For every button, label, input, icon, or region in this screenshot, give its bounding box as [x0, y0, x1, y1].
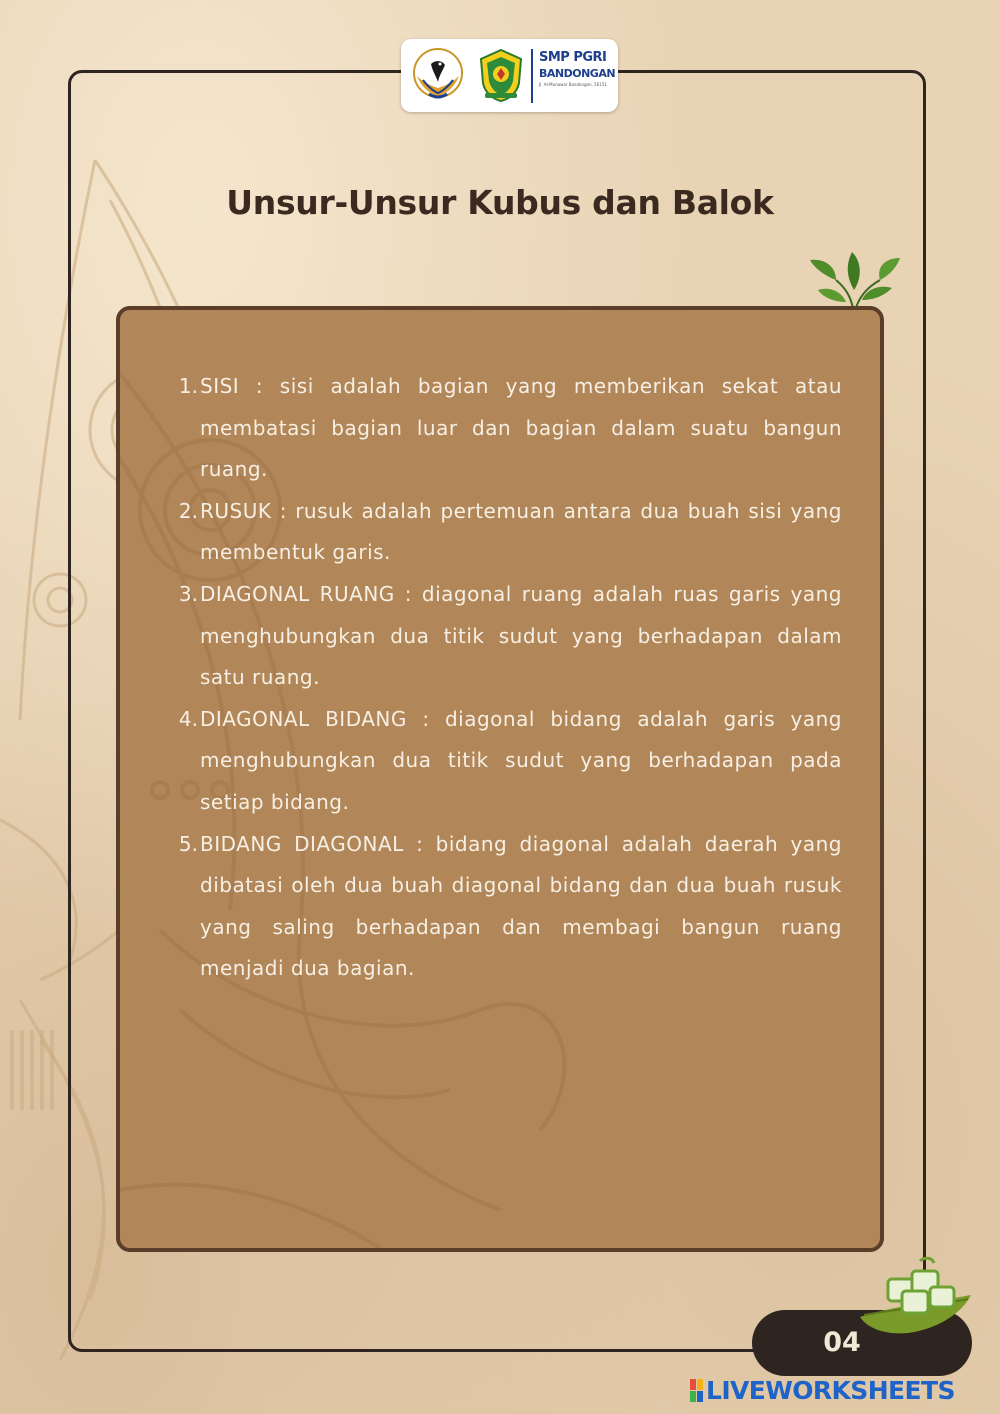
elements-list: [172, 366, 842, 990]
school-name-line1: SMP PGRI: [539, 50, 607, 65]
leaf-plant-icon: [806, 250, 902, 314]
logo-header-card: [401, 39, 618, 112]
list-item-text: RUSUK : rusuk adalah pertemuan antara dua buah sisi yang membentuk garis.: [200, 498, 842, 565]
wrapped-rice-cake-icon: [858, 1255, 973, 1335]
list-item: [172, 699, 842, 824]
list-item-text: DIAGONAL RUANG : diagonal ruang adalah ruas garis yang menghubungkan dua titik sudut yang berhadapan dalam satu ruang.: [200, 581, 842, 690]
school-name-block: [531, 49, 615, 103]
list-item-text: DIAGONAL BIDANG : diagonal bidang adalah garis yang menghubungkan dua titik sudut yang berhadapan pada setiap bidang.: [200, 706, 842, 814]
list-item-number: 4.: [178, 706, 198, 731]
list-item: [172, 366, 842, 491]
list-item-number: 3.: [178, 581, 198, 606]
list-item-number: 2.: [178, 498, 198, 523]
list-item: [172, 574, 842, 699]
list-item-text: SISI : sisi adalah bagian yang memberikan sekat atau membatasi bagian luar dan bagian dalam suatu bangun ruang.: [200, 374, 842, 482]
school-name-line2: BANDONGAN: [539, 67, 616, 80]
universitas-tidar-logo: [409, 46, 467, 104]
liveworksheets-wordmark: LIVEWORKSHEETS: [706, 1376, 955, 1405]
list-item: [172, 491, 842, 574]
list-item-text: BIDANG DIAGONAL : bidang diagonal adalah daerah yang dibatasi oleh dua buah diagonal bidang dan dua buah rusuk yang saling berhadapan dan membagi bangun ruang menjadi dua bagian.: [200, 831, 842, 981]
page-number: 04: [823, 1327, 861, 1358]
list-item: [172, 824, 842, 990]
page-title: Unsur-Unsur Kubus dan Balok: [226, 183, 774, 222]
content-card: [116, 306, 884, 1252]
list-item-number: 1.: [178, 374, 198, 398]
school-address: Jl. Al-Munawar Bandongan, 56151: [539, 82, 607, 87]
live-badge-icon: [690, 1379, 704, 1403]
smp-pgri-crest: [475, 47, 527, 103]
liveworksheets-brand: [690, 1375, 990, 1407]
list-item-number: 5.: [178, 831, 198, 856]
